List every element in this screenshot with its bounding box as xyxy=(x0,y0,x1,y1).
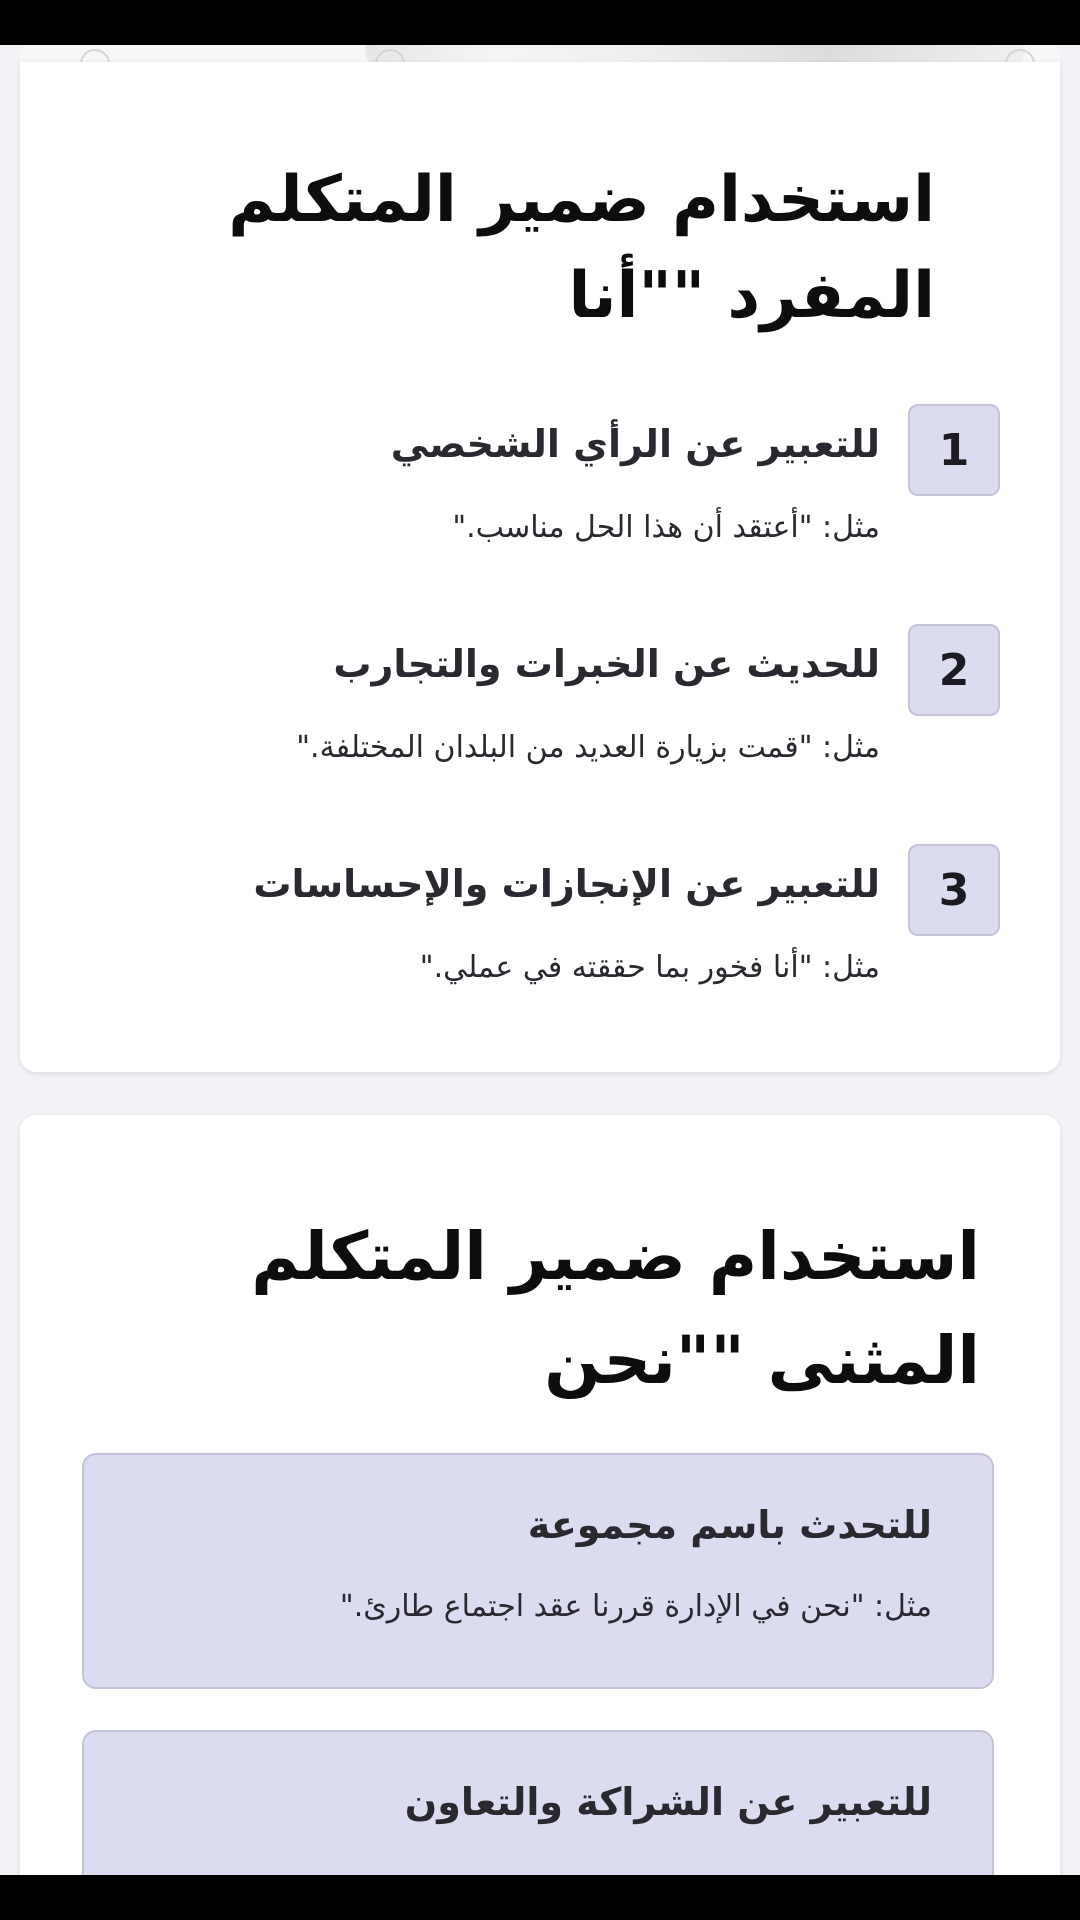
box-title: للتعبير عن الشراكة والتعاون xyxy=(404,1780,932,1824)
item-example: مثل: "أنا فخور بما حققته في عملي." xyxy=(419,950,880,985)
list-item xyxy=(80,624,1000,764)
number-badge: 2 xyxy=(908,624,1000,716)
section-title: استخدام ضمير المتكلم المثنى ""نحن xyxy=(251,1218,980,1399)
number-badge: 1 xyxy=(908,404,1000,496)
item-title: للتعبير عن الرأي الشخصي xyxy=(390,422,880,466)
section-card-singular xyxy=(20,62,1060,1072)
section-card-plural xyxy=(20,1115,1060,1915)
list-item xyxy=(80,844,1000,984)
info-box xyxy=(82,1453,994,1689)
box-title: للتحدث باسم مجموعة xyxy=(527,1503,932,1547)
box-example: مثل: "نحن في الإدارة قررنا عقد اجتماع طارئ." xyxy=(339,1589,932,1624)
number-badge: 3 xyxy=(908,844,1000,936)
list-item xyxy=(80,404,1000,544)
item-title: للحديث عن الخبرات والتجارب xyxy=(333,642,880,686)
navigation-bar xyxy=(0,1875,1080,1920)
item-example: مثل: "أعتقد أن هذا الحل مناسب." xyxy=(452,510,880,545)
status-bar xyxy=(0,0,1080,45)
item-title: للتعبير عن الإنجازات والإحساسات xyxy=(253,862,880,906)
item-example: مثل: "قمت بزيارة العديد من البلدان المختلفة." xyxy=(296,730,880,765)
section-title: استخدام ضمير المتكلم المفرد ""أنا xyxy=(228,163,935,333)
